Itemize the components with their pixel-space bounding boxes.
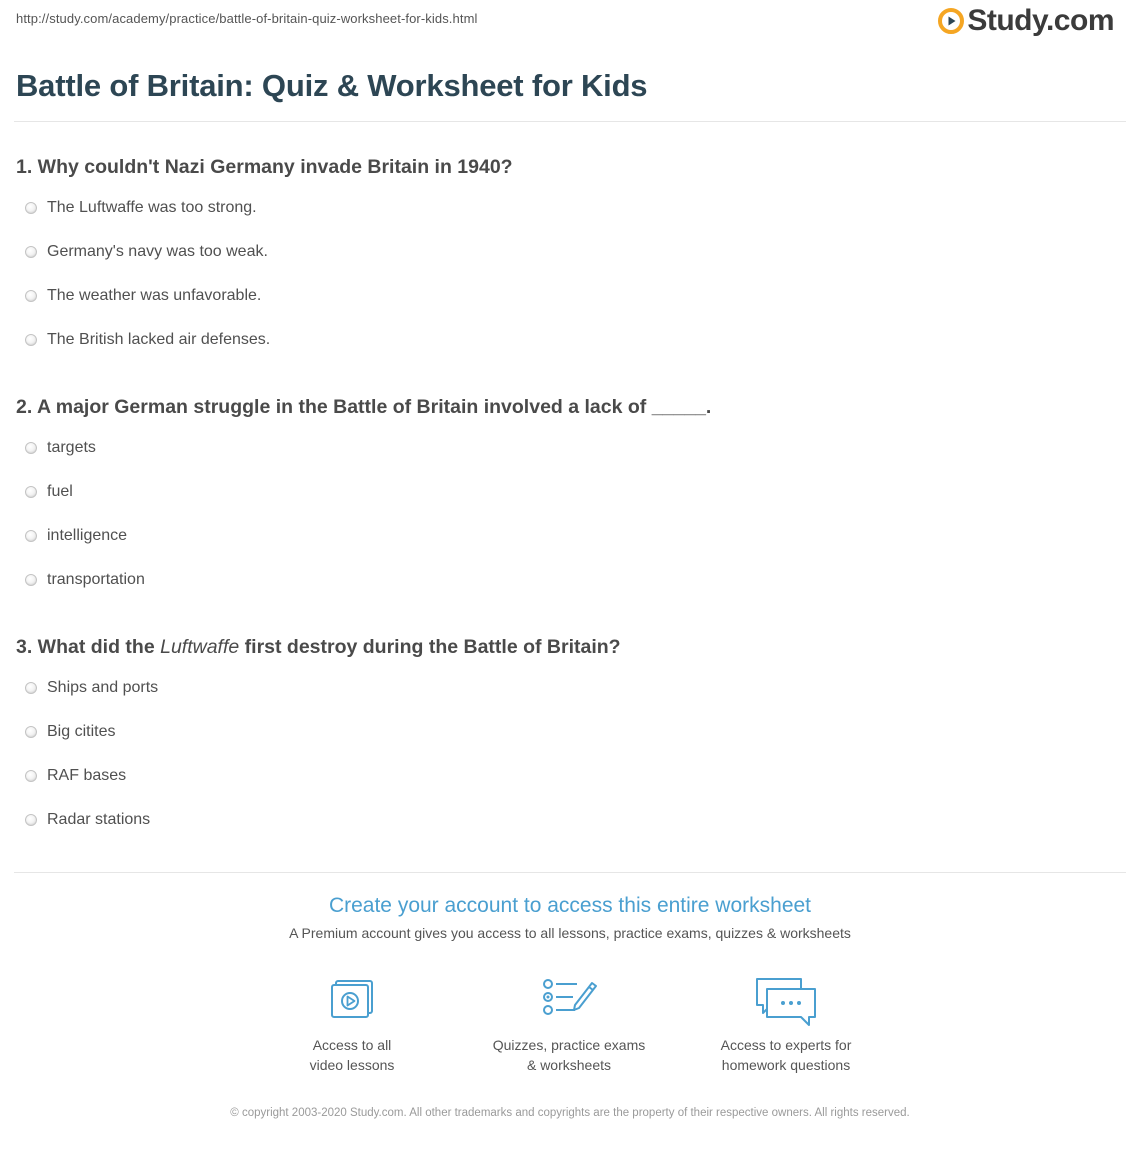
feature-label: Access to experts for: [720, 1037, 852, 1053]
chat-bubbles-icon: [753, 975, 819, 1027]
option-label: Radar stations: [47, 811, 151, 828]
question-text-italic: Luftwaffe: [160, 636, 240, 658]
answer-option[interactable]: [16, 675, 1116, 719]
page-title: Battle of Britain: Quiz & Worksheet for Kids: [16, 68, 648, 103]
answer-option[interactable]: [16, 283, 1116, 327]
radio-button[interactable]: [25, 574, 37, 586]
option-label: The British lacked air defenses.: [47, 331, 271, 348]
feature-label: Quizzes, practice exams: [492, 1037, 646, 1053]
video-lessons-icon: [324, 975, 380, 1027]
study-logo[interactable]: [938, 4, 1114, 38]
radio-button[interactable]: [25, 202, 37, 214]
play-circle-icon: [938, 8, 964, 34]
radio-button[interactable]: [25, 442, 37, 454]
feature-quizzes: [469, 975, 669, 1075]
answer-option[interactable]: [16, 763, 1116, 807]
radio-button[interactable]: [25, 530, 37, 542]
answer-option[interactable]: [16, 807, 1116, 851]
divider: [14, 121, 1126, 122]
answer-options: [16, 195, 1116, 371]
option-label: targets: [47, 439, 96, 456]
logo-text: Study.com: [967, 4, 1114, 37]
radio-button[interactable]: [25, 290, 37, 302]
answer-option[interactable]: [16, 479, 1116, 523]
option-label: intelligence: [47, 527, 128, 544]
option-label: Ships and ports: [47, 679, 159, 696]
answer-option[interactable]: [16, 435, 1116, 479]
option-label: Germany's navy was too weak.: [47, 243, 268, 260]
option-label: transportation: [47, 571, 145, 588]
radio-button[interactable]: [25, 486, 37, 498]
feature-label: & worksheets: [526, 1057, 612, 1073]
question-text-part: 3. What did the: [16, 636, 161, 658]
quiz-checklist-icon: [539, 975, 599, 1027]
answer-option[interactable]: [16, 523, 1116, 567]
answer-options: [16, 435, 1116, 611]
question-2: [16, 394, 1116, 611]
radio-button[interactable]: [25, 726, 37, 738]
feature-label: Access to all: [312, 1037, 392, 1053]
answer-option[interactable]: [16, 239, 1116, 283]
question-text: [16, 634, 1116, 660]
page-url: http://study.com/academy/practice/battle-of-britain-quiz-worksheet-for-kids.html: [16, 11, 478, 26]
question-text-part: first destroy during the Battle of Britain?: [239, 636, 621, 658]
feature-label: video lessons: [309, 1057, 395, 1073]
create-account-link[interactable]: Create your account to access this entire worksheet: [328, 894, 812, 917]
option-label: RAF bases: [47, 767, 127, 784]
radio-button[interactable]: [25, 334, 37, 346]
feature-experts: [686, 975, 886, 1075]
feature-video-lessons: [252, 975, 452, 1075]
feature-label: homework questions: [721, 1057, 851, 1073]
copyright-notice: © copyright 2003-2020 Study.com. All other trademarks and copyrights are the property of their respective owners. All rights reserved.: [230, 1107, 910, 1119]
question-1: [16, 154, 1116, 371]
question-text: 1. Why couldn't Nazi Germany invade Britain in 1940?: [16, 156, 513, 178]
question-3: [16, 634, 1116, 851]
option-label: The Luftwaffe was too strong.: [47, 199, 257, 216]
divider: [14, 872, 1126, 873]
question-text: 2. A major German struggle in the Battle of Britain involved a lack of _____.: [16, 396, 712, 418]
option-label: Big citites: [47, 723, 116, 740]
radio-button[interactable]: [25, 246, 37, 258]
option-label: fuel: [47, 483, 73, 500]
radio-button[interactable]: [25, 770, 37, 782]
radio-button[interactable]: [25, 814, 37, 826]
answer-option[interactable]: [16, 719, 1116, 763]
answer-options: [16, 675, 1116, 851]
answer-option[interactable]: [16, 327, 1116, 371]
cta-subheading: A Premium account gives you access to all lessons, practice exams, quizzes & worksheets: [289, 925, 851, 941]
radio-button[interactable]: [25, 682, 37, 694]
option-label: The weather was unfavorable.: [47, 287, 262, 304]
answer-option[interactable]: [16, 567, 1116, 611]
answer-option[interactable]: [16, 195, 1116, 239]
